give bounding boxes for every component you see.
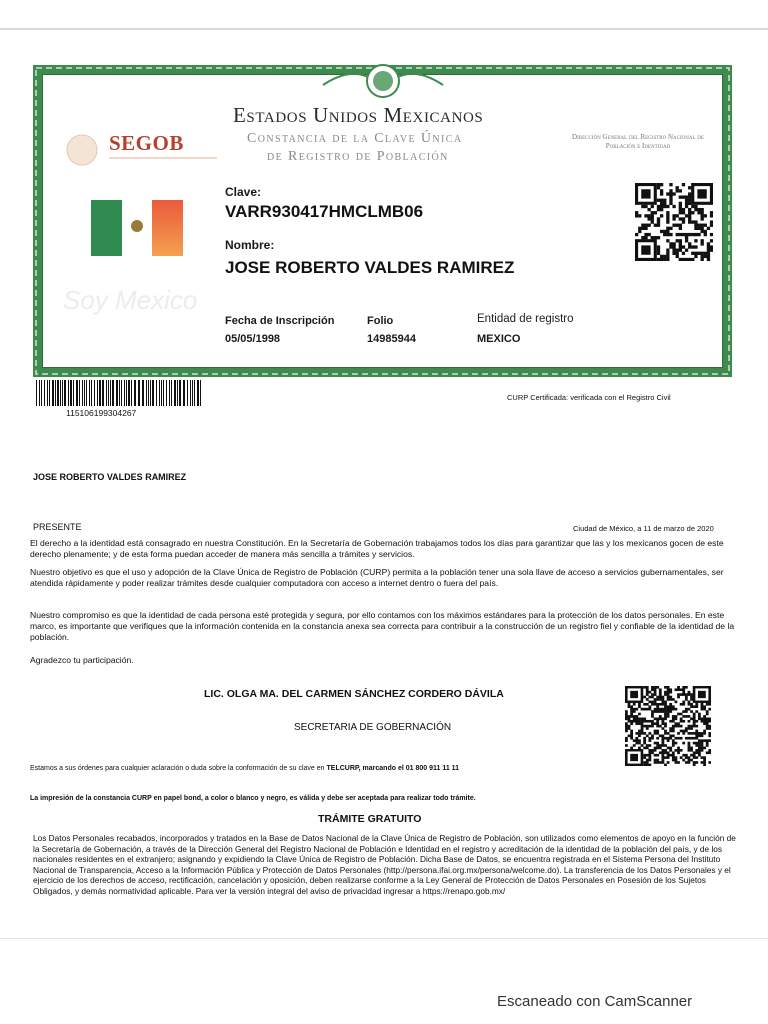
segob-logo: SEGOB	[109, 131, 184, 155]
thanks-line: Agradezco tu participación.	[30, 655, 134, 665]
scan-edge-bottom	[0, 938, 768, 939]
fecha-value: 05/05/1998	[225, 333, 281, 345]
watermark-text: Soy Mexico	[63, 285, 198, 315]
scan-edge	[0, 28, 768, 30]
certified-note: CURP Certificada: verificada con el Registro Civil	[507, 393, 671, 402]
presente-label: PRESENTE	[33, 522, 82, 532]
qr-code-icon	[635, 183, 713, 261]
direction-text: Dirección General del Registro Nacional de Población e Identidad	[572, 133, 704, 150]
folio-value: 14985944	[367, 333, 416, 345]
barcode-number: 115106199304267	[66, 408, 137, 418]
nombre-value: JOSE ROBERTO VALDES RAMIREZ	[225, 258, 515, 277]
entidad-value: MEXICO	[477, 333, 521, 345]
entidad-label: Entidad de registro	[477, 313, 574, 325]
paragraph-2: Nuestro objetivo es que el uso y adopción de la Clave Única de Registro de Población (CURP) permita a la población tener una sola llave de acceso a servicios gubernamentales, ser atendida rápidamente y poder realizar trámites desde cualquier computadora con acceso a internet dentro o fuera del país.	[30, 567, 724, 588]
coat-of-arms-icon	[313, 63, 453, 103]
flag-icon	[91, 200, 183, 256]
paragraph-1: El derecho a la identidad está consagrado en nuestra Constitución. En la Secretaría de Gobernación trabajamos todos los días para garantizar que las y los mexicanos gocen de este derecho plenamente; y de esta forma puedan acceder de manera más sencilla a trámites y servicios.	[30, 538, 724, 559]
contact-line	[30, 765, 459, 772]
nombre-label: Nombre:	[225, 238, 275, 252]
paragraph-3: Nuestro compromiso es que la identidad de cada persona esté protegida y segura, por ello contamos con los máximos estándares para la protección de los datos personales. En este marco, es importante que verifiques que la información contenida en la constancia anexa sea correcta para contribuir a la construcción de un registro fiel y confiable de la identidad de la población.	[30, 610, 735, 642]
segob-underline	[109, 157, 217, 159]
certificate-title: Estados Unidos Mexicanos	[233, 103, 484, 127]
privacy-notice: Los Datos Personales recabados, incorporados y tratados en la Base de Datos Nacional de la Clave Única de Registro de Población, son utilizados como elementos de apoyo en la función de la Secretaría de Gobernación, a través de la Dirección General del Registro Nacional de Población e Identidad en el registro y acreditación de la identidad de la población del país, y de los nacionales residentes en el extranjero; asignando y expidiendo la Clave Única de Registro de Población. Dicha Base de Datos, se encuentra registrada en el Sistema Persona del Instituto Nacional de Transparencia, Acceso a la Información Pública y Protección de Datos Personales (http://persona.ifai.org.mx/persona/welcome.do). La transferencia de los Datos Personales y el ejercicio de los derechos de acceso, rectificación, cancelación y oposición, deben realizarse conforme a la Ley General de Protección de Datos Personales en Posesión de los Sujetos Obligados, y demás normatividad aplicable. Para ver la versión integral del aviso de privacidad ingresar a https://renapo.gob.mx/	[33, 833, 736, 896]
certificate-subtitle-1: Constancia de la Clave Única	[247, 131, 463, 146]
contact-text: Estamos a sus órdenes para cualquier aclaración o duda sobre la conformación de su clave en	[30, 765, 327, 772]
letter-date: Ciudad de México, a 11 de marzo de 2020	[573, 524, 714, 533]
segob-emblem-icon	[65, 133, 99, 167]
curp-certificate	[33, 65, 732, 377]
print-note: La impresión de la constancia CURP en papel bond, a color o blanco y negro, es válida y debe ser aceptada para realizar todo trámite.	[30, 795, 476, 802]
scanner-watermark: Escaneado con CamScanner	[497, 993, 693, 1010]
fecha-label: Fecha de Inscripción	[225, 315, 335, 327]
recipient-name: JOSE ROBERTO VALDES RAMIREZ	[33, 472, 187, 482]
clave-value: VARR930417HMCLMB06	[225, 202, 424, 221]
signer-title: SECRETARIA DE GOBERNACIÓN	[294, 722, 452, 733]
barcode-icon	[36, 380, 204, 406]
qr-code-icon	[625, 686, 711, 766]
certificate-subtitle-2: de Registro de Población	[267, 149, 449, 164]
folio-label: Folio	[367, 315, 394, 327]
clave-label: Clave:	[225, 185, 262, 199]
contact-phone: TELCURP, marcando el 01 800 911 11 11	[326, 765, 460, 772]
signer-name: LIC. OLGA MA. DEL CARMEN SÁNCHEZ CORDERO DÁVILA	[204, 688, 504, 700]
tramite-heading: TRÁMITE GRATUITO	[318, 813, 422, 825]
certificate-body	[42, 74, 723, 368]
